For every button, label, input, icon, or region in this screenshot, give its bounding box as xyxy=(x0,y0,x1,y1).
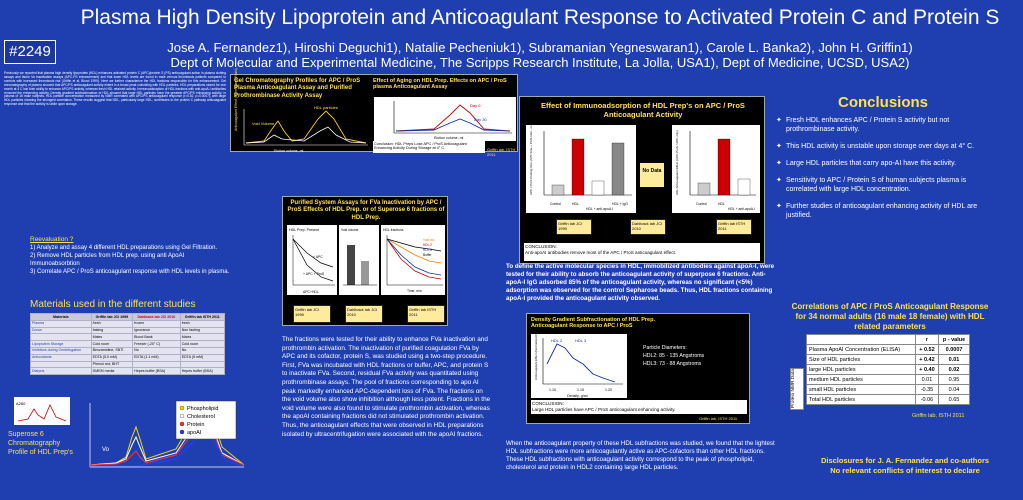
conclusions-title: Conclusions xyxy=(837,94,928,111)
table-cell: fasting xyxy=(91,327,133,334)
hdl2-label: HDL 2 xyxy=(551,338,563,343)
conclusions-list xyxy=(776,116,996,228)
hdl-particles-label: HDL particles xyxy=(314,105,338,110)
table-cell: Antioxidants xyxy=(31,354,92,361)
table-row xyxy=(807,385,970,395)
table-cell: large HDL particles xyxy=(807,365,916,375)
column-header xyxy=(807,335,916,345)
purified-chart-3 xyxy=(381,225,445,295)
gel-credit: Griffin lab, ISTH 2011 xyxy=(487,147,516,157)
reevaluation-item: 2) Remove HDL particles from HDL prep. using anti ApoAI Immunoabsorbtion xyxy=(30,253,185,267)
gradient-credit: Griffin lab, ISTH 2011 xyxy=(699,416,738,421)
void-volume-label: Void Volume xyxy=(252,121,275,126)
bar xyxy=(347,245,355,285)
table-cell: 0.0007 xyxy=(939,345,970,355)
abstract-text: Previously we reported that plasma high density lipoprotein (HDL) enhances activated protein C (APC)/protein S (PS) anticoagulant action in plasma clotting assays and factor Va inactivation assays (APC-PS enhancement) and that lower HDL levels are found in male venous thrombosis patients compared to controls with increased thrombosis risk (Griffin et al, Blood 1999). Here we further characterize the HDL fractions responsible for this enhancement. Gel chromatography of plasma showed that APC/PS anticoagulant activity eluted in a broad peak coinciding with HDL particles. HDL preparations stored for one month at 4 C lost their ability to enhance APC/PS activity, whereas fresh HDL retained activity. Immunoadsorption of HDL fractions with anti-apoA-I antibodies removed the enhancing activity. Density gradient subfractionation of HDL showed that large HDL particles have the greatest APC/PS enhancing activity. In plasma of 16 male subjects, HDL particle concentration measured by NMR correlated with APC/PS anticoagulant response (r=0.52, p=0.0007), with large HDL particles showing the strongest correlation. These results suggest that HDL, particularly large HDL, contributes to the protein C pathway anticoagulant response and that the activity is labile upon storage. xyxy=(4,71,226,107)
bar-label: HDL + anti-apoA-I xyxy=(586,207,614,211)
bar-label: HDL xyxy=(572,202,579,206)
ylabel-left: APC / ProS Clotting time (APC time + ProS time - control) xyxy=(529,118,533,195)
aging-chart xyxy=(374,97,516,141)
conclusion-item: ✦ Sensitivity to APC / Protein S of human subjects plasma is correlated with large HDL concentration. xyxy=(776,176,996,194)
table-header-row xyxy=(807,335,970,345)
disclosure-text: Disclosures for J. A. Fernandez and co-authors No relevant conflicts of interest to declare xyxy=(820,456,990,475)
column-header: r xyxy=(915,335,938,345)
particle-hdl2: HDL2: 85 - 135 Angstroms xyxy=(643,353,705,359)
ylabel-right: HDL Anticoagulant Effect (APC-ProS / APC only) xyxy=(675,130,679,195)
table-cell: + 0.40 xyxy=(915,365,938,375)
purified-chart-1 xyxy=(287,225,337,295)
poster-id-badge: #2249 xyxy=(4,40,56,64)
table-cell: Benzamidine, SBTI xyxy=(91,347,133,354)
table-cell: Phenol red, BHT xyxy=(91,361,133,368)
apc-hdl-label: APC+HDL xyxy=(303,290,319,294)
box1-label: HDL Prep. Present xyxy=(289,228,320,232)
legend-entry: HDL 3 xyxy=(423,248,432,252)
table-cell: Non fasting xyxy=(180,327,224,334)
table-cell: No xyxy=(133,347,181,354)
table-cell: 0.04 xyxy=(939,385,970,395)
x-tick: 1.15 xyxy=(577,388,584,392)
table-cell xyxy=(31,361,92,368)
aging-xlabel: Elution volume, ml xyxy=(434,136,464,140)
gel-xlabel: Elution volume, ml xyxy=(274,149,304,153)
credit-box-2: Dahlback lab JCI 2010 xyxy=(630,219,666,235)
table-cell: Plasma xyxy=(31,320,92,327)
table-cell: Hepes buffer (BSA) xyxy=(180,368,224,375)
conclusion-item: ✦ Large HDL particles that carry apo-AI have this activity. xyxy=(776,159,996,168)
bar xyxy=(698,183,710,195)
table-cell xyxy=(31,334,92,341)
superose-chart xyxy=(76,397,248,473)
correlations-credit: Griffin lab, ISTH 2011 xyxy=(912,413,965,419)
authors-line: Jose A. Fernandez1), Hiroshi Deguchi1), Natalie Pecheniuk1), Subramanian Yegneswaran1), Carole L. Banka2), John H. Griffin1) xyxy=(167,40,913,55)
apc-line xyxy=(293,239,333,267)
gradient-xlabel: Density, g/ml xyxy=(567,394,588,398)
table-cell: Dialysis xyxy=(31,368,92,375)
conclusion-item: ✦ This HDL activity is unstable upon storage over days at 4° C. xyxy=(776,142,996,151)
table-cell: EDTA (5 mM) xyxy=(180,354,224,361)
table-row xyxy=(807,345,970,355)
bar xyxy=(572,139,584,195)
particle-diameters xyxy=(643,344,747,368)
table-cell: + 0.42 xyxy=(915,355,938,365)
table-cell: -0.35 xyxy=(915,385,938,395)
legend-entry: apoAI xyxy=(187,430,202,436)
nmr-side-label: Protein NMR Data xyxy=(791,369,796,409)
x-tick: 1.10 xyxy=(549,388,556,392)
bar xyxy=(718,139,730,195)
x-tick: 1.20 xyxy=(605,388,612,392)
column-header: Griffin lab JCI 1999 xyxy=(91,314,133,321)
purified-title: Purified System Assays for FVa Inactivation by APC / ProS Effects of HDL Prep. or of Superose 6 fractions of HDL Prep. xyxy=(287,200,445,221)
table-cell: Total HDL particles xyxy=(807,395,916,405)
gel-conclusion: Conclusion: HDL Preps Lose APC / ProS Anticoagulant Enhancing Activity During Storage at 4° C. xyxy=(373,141,485,153)
table-cell: fresh xyxy=(91,320,133,327)
gradient-chart xyxy=(531,327,627,398)
table-cell: Blood Bank xyxy=(133,334,181,341)
table-cell: small HDL particles xyxy=(807,385,916,395)
hdl3-label: HDL 3 xyxy=(575,338,587,343)
table-cell: medium HDL particles xyxy=(807,375,916,385)
gel-ylabel: Anticoagulant Effect (Normalized Ratio) xyxy=(234,68,238,131)
particle-header: Particle Diameters: xyxy=(643,345,687,351)
credit-box-1: Griffin lab JCI 1999 xyxy=(293,305,331,323)
gel-panel-title: Gel Chromatography Profiles for APC / ProS Plasma Anticoagulant Assay and Purified Prothrombinase Activity Assay xyxy=(234,78,361,99)
table-row xyxy=(31,334,225,341)
poster-title: Plasma High Density Lipoprotein and Anticoagulant Response to Activated Protein C and Protein S xyxy=(80,6,1000,29)
legend-entry: Buffer xyxy=(423,253,432,257)
reevaluation-heading: Reevaluation ? xyxy=(30,236,74,243)
inset-ylabel: A280 xyxy=(16,401,26,406)
chart-1-svg xyxy=(287,225,337,295)
immuno-description: To define the active molecular species in HDL, immobilized antibodies against apoA-I, were tested for their ability to absorb the anticoagulant activity of superpose 6 fractions. Anti-apoA-I IgG adsorbed 85% of the anticoagulant activity, whereas no significant (<5%) adsorption was observed for the control Sepharose beads. Thus, HDL fractions containing apoA-I provided the anticoagulant activity observed. xyxy=(506,263,775,302)
table-cell: 0.65 xyxy=(939,395,970,405)
no-data-box: No Data xyxy=(640,163,664,187)
table-cell: No xyxy=(180,347,224,354)
table-cell: Hepes buffer (BSA) xyxy=(133,368,181,375)
table-cell: 0.01 xyxy=(915,375,938,385)
credit-box-3: Griffin lab ISTH 2011 xyxy=(407,305,445,323)
bar-label: HDL + IgG xyxy=(612,202,628,206)
table-row xyxy=(31,361,225,368)
credit-box-3: Griffin lab ISTH 2011 xyxy=(716,219,752,235)
conclusion-item: ✦ Fresh HDL enhances APC / Protein S activity but not prothrombinase activity. xyxy=(776,116,996,134)
table-cell: 0.01 xyxy=(939,355,970,365)
gradient-title: Density Gradient Subfractionation of HDL Prep. Anticoagulant Response to APC / ProS xyxy=(531,317,655,330)
materials-table xyxy=(30,313,225,375)
immuno-right-chart xyxy=(672,125,760,213)
legend-marker xyxy=(180,406,184,410)
table-row xyxy=(31,320,225,327)
box3-label: HDL fractions xyxy=(383,228,404,232)
hdl2-line xyxy=(387,239,441,279)
table-header-row xyxy=(31,314,225,321)
immuno-title: Effect of Immunoadsorption of HDL Prep's on APC / ProS Anticoagulant Activity xyxy=(541,101,745,119)
immuno-conclusion: CONCLUSION: Anti-apoAI antibodies remove most of the APC / ProS anticoagulant effect. xyxy=(524,243,760,261)
vo-label: Vo xyxy=(102,447,110,453)
table-cell: frozen xyxy=(133,320,181,327)
table-row xyxy=(807,395,970,405)
table-cell: Freezer (-20° C) xyxy=(133,341,181,348)
reevaluation-item: 3) Correlate APC / ProS anticoagulant response with HDL levels in plasma. xyxy=(30,269,230,275)
table-cell: Cold room xyxy=(180,341,224,348)
affiliations-line: Dept of Molecular and Experimental Medicine, The Scripps Research Institute, La Jolla, USA1), Dept of Medicine, UCSD, USA2) xyxy=(170,55,910,70)
legend-entry: Protein xyxy=(187,422,205,428)
table-cell: + 0.52 xyxy=(915,345,938,355)
table-row xyxy=(31,368,225,375)
legend-marker xyxy=(180,422,184,426)
materials-title: Materials used in the different studies xyxy=(30,299,196,310)
hdl3-line xyxy=(387,239,441,275)
bar xyxy=(592,181,604,195)
legend-marker xyxy=(180,430,184,434)
immuno-left-chart xyxy=(526,118,636,213)
table-cell: Inhibitors during Centrifugation xyxy=(31,347,92,354)
bar-label: HDL + anti-apoA-I xyxy=(728,207,756,211)
table-cell: 0.95 xyxy=(939,375,970,385)
fractions-description: The fractions were tested for their ability to enhance FVa inactivation and prothrombin activation. The inactivation of purified coagulation FVa by APC and its cofactor, protein S, was studied using a two-step procedure. First, FVa was incubated with HDL fractions or buffer, APC, and protein S to inactivate FVa. Second, residual FVa activity was quantitated using prothrombinase assays. The pool of fractions corresponding to apo AI peak markedly enhanced APC-dependent loss of FVa. The fractions on the void volume also show inhibition although less potent. Fractions in the void volume were also found to stimulate prothrombin activation, whereas the apoAI containing fractions did not stimulated prothrombin activation. Thus, the anticoagulant effects that were observed in HDL preparations isolated by ultracentrifugation were associated with the apoAI fractions. xyxy=(282,336,491,438)
conclusion-item: ✦ Further studies of anticoagulant enhancing activity of HDL are justified. xyxy=(776,202,996,220)
bar-label: Control xyxy=(550,202,561,206)
credit-box-1: Griffin lab JCI 1999 xyxy=(556,219,592,235)
legend-entry: Phospholipid xyxy=(187,406,219,412)
box2-label: Void volume xyxy=(341,228,359,232)
table-row xyxy=(31,347,225,354)
density-gradient-panel xyxy=(526,313,750,424)
bar-label: Control xyxy=(696,202,707,206)
apc-pros-line xyxy=(246,111,366,143)
bar xyxy=(612,143,624,195)
legend-entry: Void vol. xyxy=(423,238,436,242)
aging-panel-title: Effect of Aging on HDL Prep. Effects on APC / ProS plasma Anticoagulant Assay xyxy=(373,78,507,91)
table-cell: DMEM media xyxy=(91,368,133,375)
column-header: Dahlback lab JCI 2010 xyxy=(133,314,181,321)
superose-label: Superose 6 Chromatography Profile of HDL Prep's xyxy=(8,431,73,456)
table-cell: Donor xyxy=(31,327,92,334)
table-cell: Ignorance xyxy=(133,327,181,334)
chart-bg xyxy=(672,125,760,213)
correlations-wrap xyxy=(790,334,970,410)
column-header: p - value xyxy=(939,335,970,345)
purified-chart-2 xyxy=(339,225,379,295)
table-cell: EDTA (5.0 mM) xyxy=(91,354,133,361)
table-row xyxy=(31,341,225,348)
day0-label: Day 0 xyxy=(470,103,481,108)
table-cell: EDTA (1.1 mM) xyxy=(133,354,181,361)
day30-label: Day 30 xyxy=(474,117,487,122)
table-row xyxy=(807,355,970,365)
table-cell xyxy=(180,361,224,368)
correlations-table xyxy=(806,334,970,405)
nmr-side-label-box xyxy=(790,368,804,410)
superose-inset-chart xyxy=(14,397,70,425)
correlations-title: Correlations of APC / ProS Anticoagulant Response for 34 normal adults (16 male 18 female) with HDL related parameters xyxy=(791,302,989,331)
table-row xyxy=(31,327,225,334)
inset-svg xyxy=(14,397,70,425)
reevaluation-section xyxy=(30,236,230,276)
table-row xyxy=(807,365,970,375)
table-cell: Size of HDL particles xyxy=(807,355,916,365)
bar xyxy=(361,261,369,285)
apc-pros-label: + APC + ProS xyxy=(303,272,325,276)
bar-label: HDL xyxy=(718,202,725,206)
bar xyxy=(738,179,750,195)
table-row xyxy=(31,354,225,361)
legend-marker xyxy=(180,414,184,418)
legend-entry: HDL 2 xyxy=(423,243,432,247)
inset-line xyxy=(18,405,66,421)
gel-chromatography-panel xyxy=(230,68,518,157)
reevaluation-item: 1) Analyze and assay 4 different HDL preparations using Gel Filtration. xyxy=(30,245,218,251)
chart-3-svg xyxy=(381,225,445,295)
table-cell: fresh xyxy=(180,320,224,327)
gradient-conclusion: CONCLUSION: Large HDL particles have APC / ProS anticoagulant enhancing activity. xyxy=(531,400,747,414)
table-cell: 0.02 xyxy=(939,365,970,375)
purified-system-panel xyxy=(282,196,448,326)
table-cell: -0.06 xyxy=(915,395,938,405)
bar xyxy=(552,185,564,195)
table-cell: Males xyxy=(180,334,224,341)
legend-entry: Cholesterol xyxy=(187,414,215,420)
credit-box-2: Dahlback lab JCI 2010 xyxy=(345,305,383,323)
table-cell: Cold room xyxy=(91,341,133,348)
table-cell: Males xyxy=(91,334,133,341)
apc-label: + APC xyxy=(313,255,323,259)
immunoadsorption-panel xyxy=(519,96,765,264)
table-cell xyxy=(133,361,181,368)
table-row xyxy=(807,375,970,385)
gradient-ylabel: Anticoagulant Effect (Normalized Ratio) xyxy=(534,327,538,380)
particle-hdl3: HDL3: 73 - 88 Angstroms xyxy=(643,361,702,367)
subfraction-description: When the anticoagulant property of these HDL subfractions was studied, we found that the lightest HDL subfractions were more anticoagulantly active as APC-cofactors than other HDL fractions. These HDL subfractions with anticoagulant activity correspond to the peak of phospholipid, cholesterol and protein in HDL2 containing large HDL particles. xyxy=(506,440,775,471)
chart-2-svg xyxy=(339,225,379,295)
xlabel: Time, min xyxy=(407,289,422,293)
table-cell: Plasma ApoAI Concentration (ELISA) xyxy=(807,345,916,355)
table-cell: Lipoprotein Storage xyxy=(31,341,92,348)
superose-legend xyxy=(176,401,236,439)
column-header: Materials xyxy=(31,314,92,321)
column-header: Griffin lab ISTH 2011 xyxy=(180,314,224,321)
